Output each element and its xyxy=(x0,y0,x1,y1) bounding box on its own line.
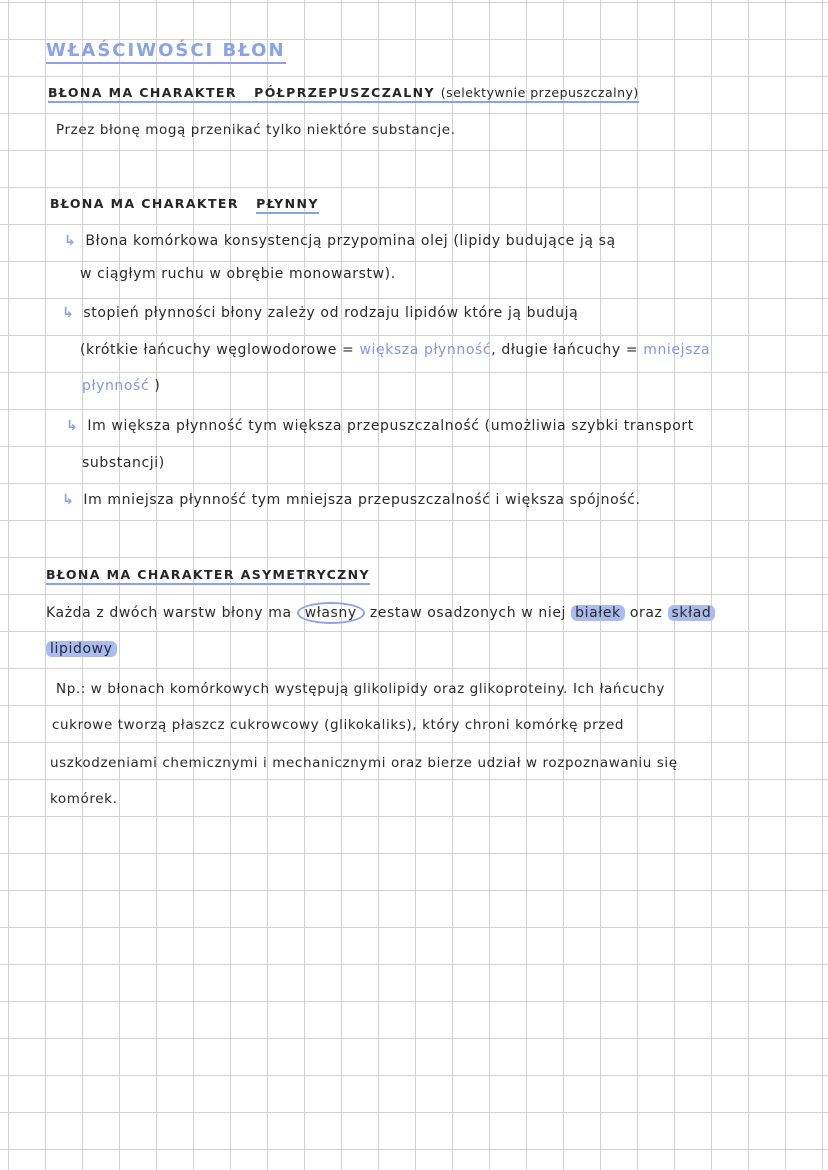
section3-line1-c: oraz xyxy=(629,605,663,621)
section3-line1-a: Każda z dwóch warstw błony ma xyxy=(46,605,292,621)
section2-bullet3-text1: Im większa płynność tym większa przepuszczalność (umożliwia szybki transport xyxy=(87,418,694,434)
section2-bullet3-line1 xyxy=(66,418,694,434)
section2-bullet3-line2: substancji) xyxy=(82,455,165,471)
section2-heading-key: PŁYNNY xyxy=(256,196,319,214)
circled-word: własny xyxy=(297,602,365,624)
section3-heading-text: BŁONA MA CHARAKTER ASYMETRYCZNY xyxy=(46,567,370,585)
arrow-bullet-icon: ↳ xyxy=(66,418,79,434)
section2-heading xyxy=(50,196,319,211)
section1-text: Przez błonę mogą przenikać tylko niektóre substancje. xyxy=(56,122,456,138)
arrow-bullet-icon: ↳ xyxy=(62,305,75,321)
section2-bullet2-line3 xyxy=(82,378,160,394)
section3-line3: Np.: w błonach komórkowych występują glikolipidy oraz glikoproteiny. Ich łańcuchy xyxy=(56,681,666,697)
section3-line5: uszkodzeniami chemicznymi i mechanicznymi oraz bierze udział w rozpoznawaniu się xyxy=(50,755,678,771)
section2-bullet1-line2: w ciągłym ruchu w obrębie monowarstw). xyxy=(80,266,396,282)
section2-bullet2-line2 xyxy=(80,342,710,358)
section2-bullet2-line1 xyxy=(62,305,578,321)
section2-bullet1-text1: Błona komórkowa konsystencją przypomina olej (lipidy budujące ją są xyxy=(85,233,616,249)
section2-bullet2-text2d: mniejsza xyxy=(643,342,711,358)
highlighted-word-bialek: białek xyxy=(571,605,625,621)
section1-heading-suffix: (selektywnie przepuszczalny) xyxy=(440,85,639,100)
section1-heading-key: PÓŁPRZEPUSZCZALNY xyxy=(254,85,435,100)
section3-line2 xyxy=(46,641,117,657)
section2-bullet4-line1 xyxy=(62,492,641,508)
highlighted-word-sklad: skład xyxy=(668,605,716,621)
section3-line4: cukrowe tworzą płaszcz cukrowcowy (glikokaliks), który chroni komórkę przed xyxy=(52,717,625,733)
section1-heading-prefix: BŁONA MA CHARAKTER xyxy=(48,85,237,100)
section3-heading xyxy=(46,567,370,582)
section2-bullet2-text2c: , długie łańcuchy = xyxy=(491,342,639,358)
arrow-bullet-icon: ↳ xyxy=(64,233,77,249)
section1-heading-underlined xyxy=(48,85,639,103)
section3-line1 xyxy=(46,605,715,621)
section2-bullet2-text1: stopień płynności błony zależy od rodzaju lipidów które ją budują xyxy=(83,305,579,321)
section2-bullet4-text1: Im mniejsza płynność tym mniejsza przepuszczalność i większa spójność. xyxy=(83,492,641,508)
section2-bullet2-text2b: większa płynność xyxy=(359,342,492,358)
page-title-text: WŁAŚCIWOŚCI BŁON xyxy=(46,40,286,61)
section2-bullet2-text3a: płynność xyxy=(82,378,150,394)
section2-bullet2-text2a: (krótkie łańcuchy węglowodorowe = xyxy=(80,342,355,358)
section1-heading xyxy=(48,85,639,100)
section2-heading-prefix: BŁONA MA CHARAKTER xyxy=(50,196,239,211)
section3-line6: komórek. xyxy=(50,791,118,807)
section2-bullet1-line1 xyxy=(64,233,616,249)
page-title xyxy=(46,40,286,64)
arrow-bullet-icon: ↳ xyxy=(62,492,75,508)
highlighted-word-lipidowy: lipidowy xyxy=(46,641,117,657)
section3-line1-b: zestaw osadzonych w niej xyxy=(369,605,567,621)
section2-bullet2-text3b: ) xyxy=(154,378,161,394)
